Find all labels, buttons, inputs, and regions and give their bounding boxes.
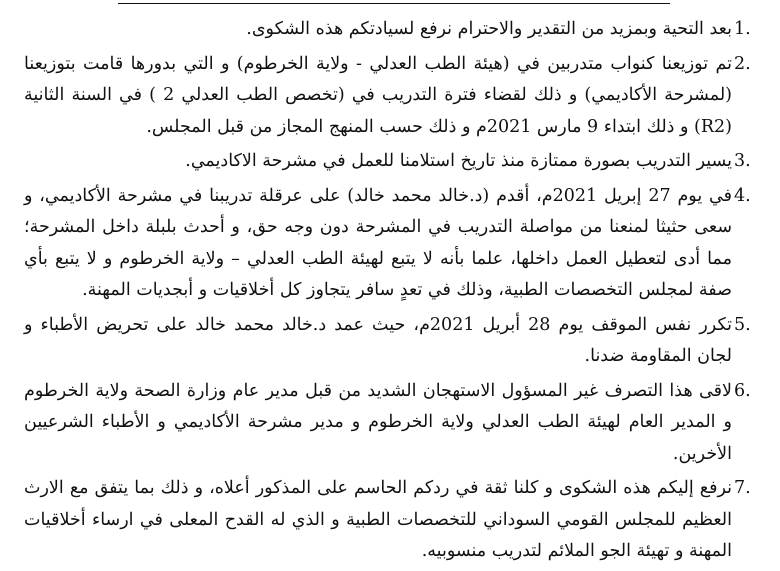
item-number: 2. [734, 53, 751, 74]
item-text: نرفع إليكم هذه الشكوى و كلنا ثقة في ردكم الحاسم على المذكور أعلاه، و ذلك بما يتفق مع الارث العظيم للمجلس القومي السوداني للتخصصات الطبية و الذي له القدح المعلى في ارساء أخلاقيات المهنة و تهيئة الجو الملائم لتدريب منسوبيه. [24, 478, 732, 561]
item-text: لاقى هذا التصرف غير المسؤول الاستهجان الشديد من قبل مدير عام وزارة الصحة ولاية الخرطوم و المدير العام لهيئة الطب العدلي ولاية الخرطوم و مدير مشرحة الأكاديمي و الأطباء الشرعيين الأخرين. [24, 380, 732, 464]
top-rule [118, 0, 670, 4]
item-number: 1. [734, 19, 751, 39]
item-text: تكرر نفس الموقف يوم 28 أبريل 2021م، حيث عمد د.خالد محمد خالد على تحريض الأطباء و لجان المقاومة ضدنا. [24, 314, 732, 366]
item-text: تم توزيعنا كنواب متدربين في (هيئة الطب العدلي - ولاية الخرطوم) و التي بدورها قامت بتوزيعنا (لمشرحة الأكاديمي) و ذلك لقضاء فترة التدريب في (تخصص الطب العدلي 2 ) في السنة الثانية (R2) و ذلك ابتداء 9 مارس 2021م و ذلك حسب المنهج المجاز من قبل المجلس. [24, 53, 732, 137]
complaint-list [0, 14, 780, 571]
list-item [0, 14, 780, 46]
item-text: بعد التحية وبمزيد من التقدير والاحترام نرفع لسيادتكم هذه الشكوى. [246, 19, 732, 39]
list-item [0, 376, 780, 471]
list-item [0, 181, 780, 307]
list-item [0, 473, 780, 568]
item-number: 7. [734, 478, 751, 498]
item-text: يسير التدريب بصورة ممتازة منذ تاريخ استلامنا للعمل في مشرحة الاكاديمي. [185, 151, 732, 171]
list-item [0, 146, 780, 178]
item-text: في يوم 27 إبريل 2021م، أقدم (د.خالد محمد خالد) على عرقلة تدريبنا في مشرحة الأكاديمي، و سعى حثيثا لمنعنا من مواصلة التدريب في المشرحة دون وجه حق، و أحدث بلبلة داخل المشرحة؛ مما أدى لتعطيل العمل داخلها، علما بأنه لا يتبع لهيئة الطب العدلي – ولاية الخرطوم و لا يتبع بأي صفة لمجلس التخصصات الطبية، وذلك في تعدٍ سافر يتجاوز كل أخلاقيات و أبجديات المهنة. [24, 185, 732, 300]
list-item [0, 310, 780, 373]
item-number: 6. [734, 380, 751, 401]
item-number: 5. [734, 314, 751, 335]
list-item [0, 49, 780, 144]
item-number: 3. [734, 151, 751, 171]
item-number: 4. [734, 185, 751, 206]
